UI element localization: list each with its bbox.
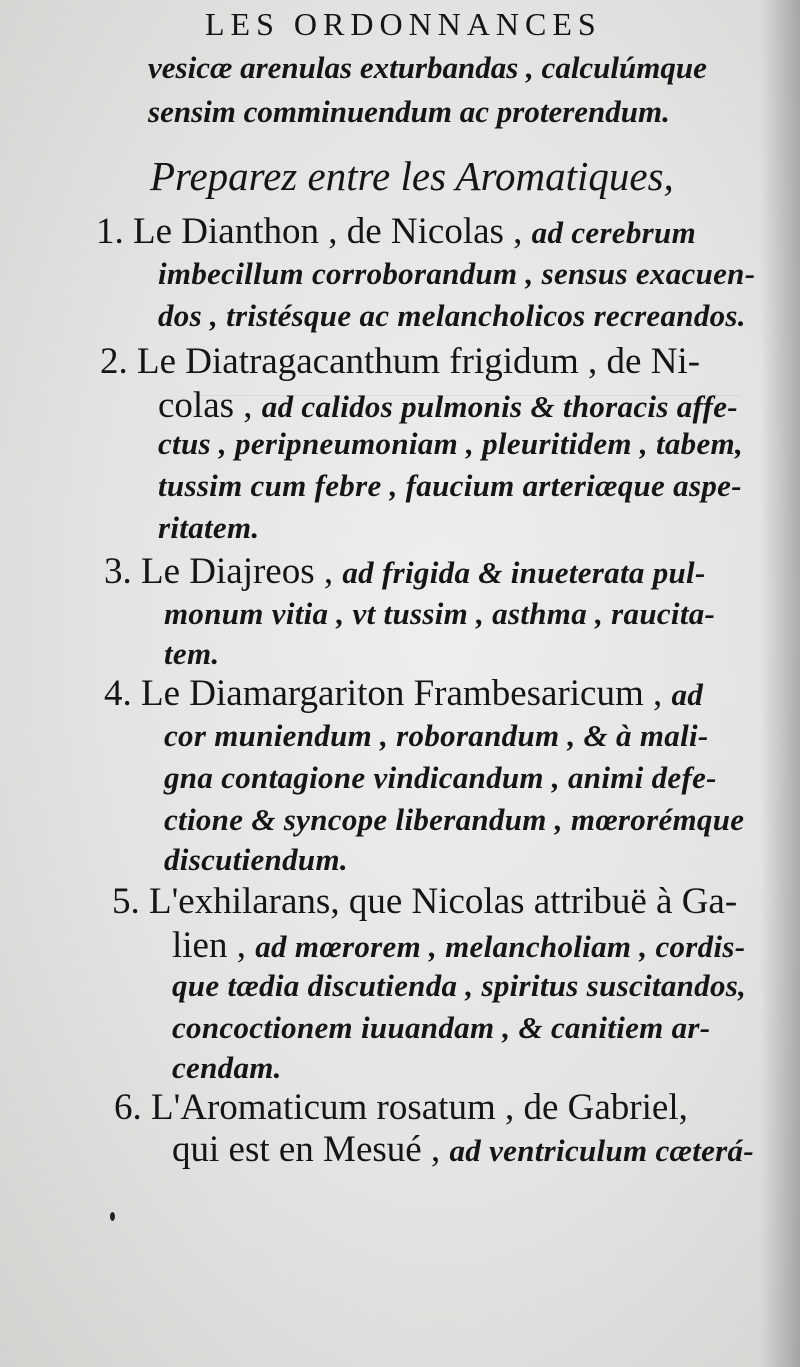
item-1-line-1 (96, 210, 696, 253)
item-6-line-1 (114, 1086, 688, 1129)
item-3-line-3: tem. (164, 636, 220, 671)
item-text: ad cerebrum (531, 215, 696, 250)
item-6-line-2 (172, 1128, 754, 1171)
item-5-line-2 (172, 924, 745, 967)
item-4-line-3: gna contagione vindicandum , animi defe- (164, 760, 717, 795)
intro-line-2: sensim comminuendum ac proterendum. (148, 94, 670, 129)
item-2-line-2 (158, 384, 738, 427)
item-number: 2. (100, 341, 128, 382)
item-1-line-3: dos , tristésque ac melancholicos recreandos. (158, 298, 746, 333)
intro-line-1: vesicæ arenulas exturbandas , calculúmque (148, 50, 707, 85)
item-text: ad (671, 677, 704, 712)
item-text: ad mœrorem , melancholiam , cordis- (255, 929, 746, 964)
item-2-line-1 (100, 340, 700, 383)
item-title-continued: lien , (172, 925, 246, 966)
item-title: L'Aromaticum rosatum , de Gabriel, (151, 1087, 688, 1128)
item-4-line-5: discutiendum. (164, 842, 348, 877)
item-4-line-2: cor muniendum , roborandum , & à mali- (164, 718, 709, 753)
item-1-line-2: imbecillum corroborandum , sensus exacuen- (158, 256, 756, 291)
item-text: ad ventriculum cæterá- (449, 1133, 754, 1168)
item-number: 4. (104, 673, 132, 714)
item-number: 5. (112, 881, 140, 922)
item-2-line-5: ritatem. (158, 510, 260, 545)
page-edge-shadow (760, 0, 800, 1367)
item-4-line-4: ctione & syncope liberandum , mœrorémque (164, 802, 745, 837)
item-number: 6. (114, 1087, 142, 1128)
item-number: 1. (96, 211, 124, 252)
item-3-line-1 (104, 550, 706, 593)
item-title: Le Dianthon , de Nicolas , (133, 211, 523, 252)
item-title: L'exhilarans, que Nicolas attribuë à Ga- (149, 881, 738, 922)
item-5-line-4: concoctionem iuuandam , & canitiem ar- (172, 1010, 711, 1045)
running-header: LES ORDONNANCES (205, 6, 602, 42)
item-5-line-1 (112, 880, 737, 923)
ink-speck (110, 1212, 115, 1221)
item-title: Le Diatragacanthum frigidum , de Ni- (137, 341, 701, 382)
item-title-continued: qui est en Mesué , (172, 1129, 441, 1170)
item-title-continued: colas , (158, 385, 253, 426)
item-3-line-2: monum vitia , vt tussim , asthma , raucita- (164, 596, 716, 631)
item-title: Le Diajreos , (141, 551, 334, 592)
item-number: 3. (104, 551, 132, 592)
item-5-line-3: que tædia discutienda , spiritus suscitandos, (172, 968, 747, 1003)
item-4-line-1 (104, 672, 703, 715)
item-5-line-5: cendam. (172, 1050, 282, 1085)
item-2-line-3: ctus , peripneumoniam , pleuritidem , tabem, (158, 426, 744, 461)
section-title: Preparez entre les Aromatiques, (150, 153, 674, 199)
item-text: ad calidos pulmonis & thoracis affe- (261, 389, 738, 424)
item-2-line-4: tussim cum febre , faucium arteriæque aspe- (158, 468, 742, 503)
item-text: ad frigida & inueterata pul- (342, 555, 706, 590)
item-title: Le Diamargariton Frambesaricum , (141, 673, 663, 714)
